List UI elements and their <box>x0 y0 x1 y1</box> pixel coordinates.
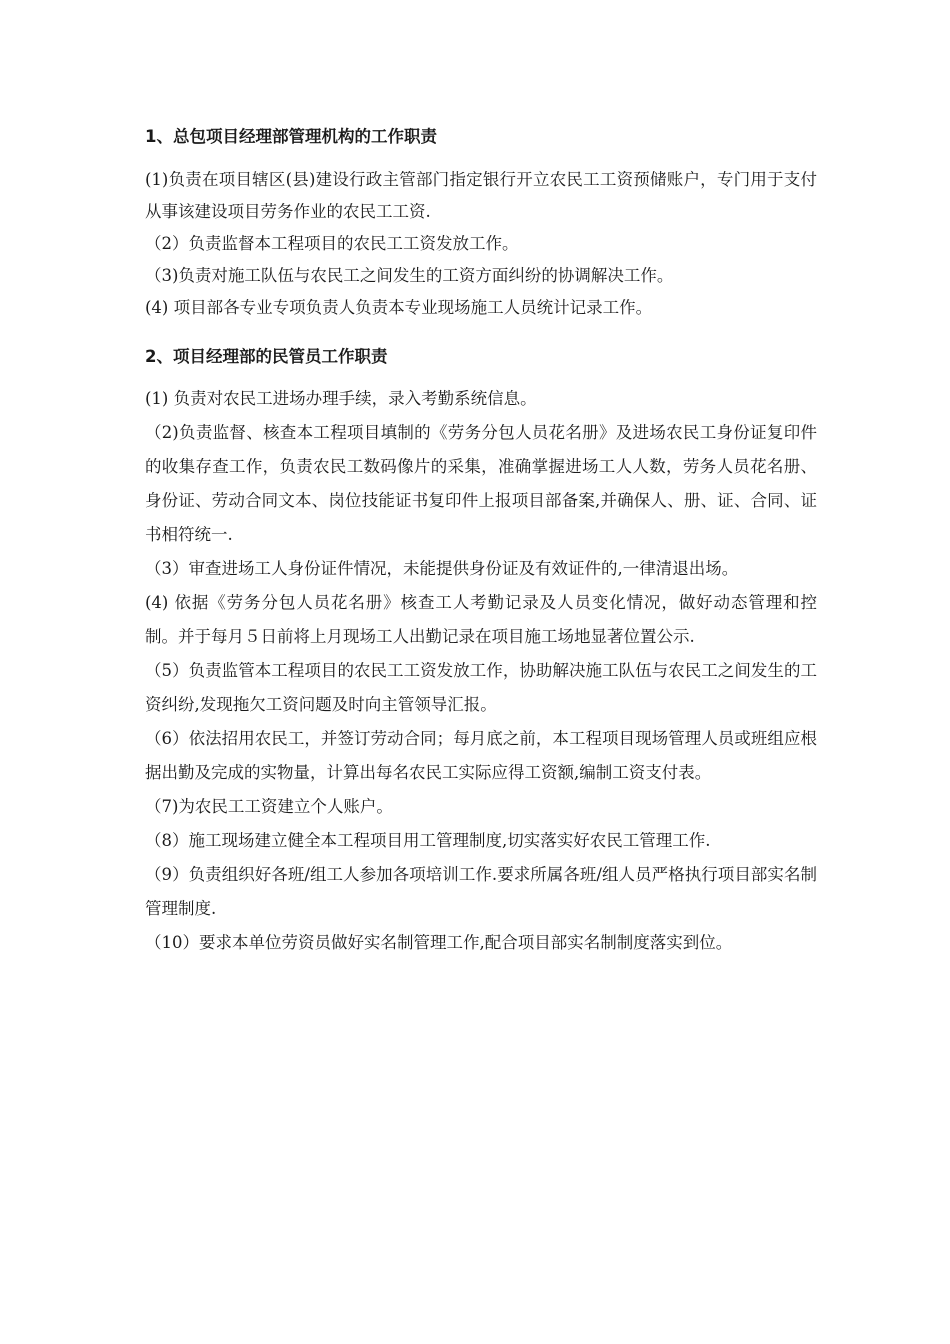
duty-item: （3）审查进场工人身份证件情况，未能提供身份证及有效证件的,一律清退出场。 <box>145 559 739 578</box>
duty-item: （6）依法招用农民工，并签订劳动合同；每月底之前，本工程项目现场管理人员或班组应根据出勤及完成的实物量，计算出每名农民工实际应得工资额,编制工资支付表。 <box>145 729 817 782</box>
duty-item: （5）负责监管本工程项目的农民工工资发放工作，协助解决施工队伍与农民工之间发生的工资纠纷,发现拖欠工资问题及时向主管领导汇报。 <box>145 661 817 714</box>
section-labor-manager-duties <box>145 342 817 960</box>
duty-item: (1)负责在项目辖区(县)建设行政主管部门指定银行开立农民工工资预储账户，专门用于支付从事该建设项目劳务作业的农民工工资. <box>145 170 817 221</box>
duty-item: （2)负责监督、核查本工程项目填制的《劳务分包人员花名册》及进场农民工身份证复印件的收集存查工作，负责农民工数码像片的采集，准确掌握进场工人人数，劳务人员花名册、身份证、劳动合同文本、岗位技能证书复印件上报项目部备案,并确保人、册、证、合同、证书相符统一. <box>145 423 817 544</box>
duty-item: （2）负责监督本工程项目的农民工工资发放工作。 <box>145 234 519 253</box>
duty-item: (1) 负责对农民工进场办理手续，录入考勤系统信息。 <box>145 389 537 408</box>
section-heading: 2、项目经理部的民管员工作职责 <box>145 347 388 366</box>
section-heading: 1、总包项目经理部管理机构的工作职责 <box>145 127 437 146</box>
duty-item: （3)负责对施工队伍与农民工之间发生的工资方面纠纷的协调解决工作。 <box>145 266 674 285</box>
duty-item: （9）负责组织好各班/组工人参加各项培训工作.要求所属各班/组人员严格执行项目部实名制管理制度. <box>145 865 817 918</box>
duty-item: （7)为农民工工资建立个人账户。 <box>145 797 393 816</box>
duty-item: （8）施工现场建立健全本工程项目用工管理制度,切实落实好农民工管理工作. <box>145 831 711 850</box>
duty-item: (4) 项目部各专业专项负责人负责本专业现场施工人员统计记录工作。 <box>145 298 653 317</box>
duty-item: （10）要求本单位劳资员做好实名制管理工作,配合项目部实名制制度落实到位。 <box>145 933 733 952</box>
duty-item: (4) 依据《劳务分包人员花名册》核查工人考勤记录及人员变化情况，做好动态管理和控制。并于每月５日前将上月现场工人出勤记录在项目施工场地显著位置公示. <box>145 593 817 646</box>
section-general-contractor-duties <box>145 122 817 324</box>
document-body <box>145 122 817 960</box>
